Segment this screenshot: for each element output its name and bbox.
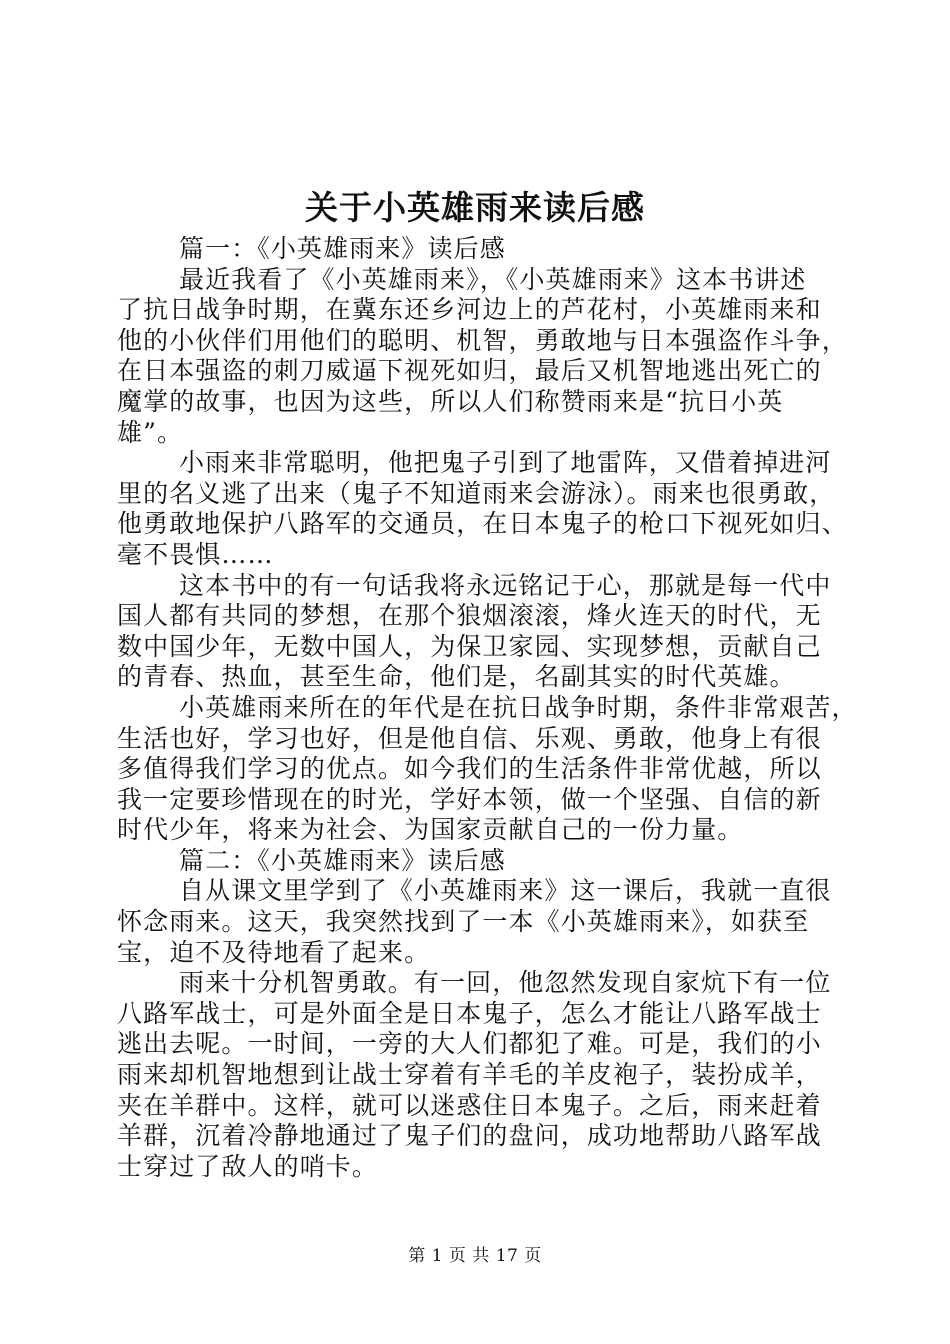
text-line: 里的名义逃了出来（鬼子不知道雨来会游泳）。雨来也很勇敢，	[117, 478, 836, 508]
text-line: 了抗日战争时期，在冀东还乡河边上的芦花村，小英雄雨来和	[117, 295, 822, 325]
text-line: 他勇敢地保护八路军的交通员，在日本鬼子的枪口下视死如归、	[117, 509, 848, 539]
text-line: 数中国少年，无数中国人，为保卫家园、实现梦想，贡献自己	[117, 631, 822, 661]
text-line: 这本书中的有一句话我将永远铭记于心，那就是每一代中	[179, 570, 832, 600]
text-line: 生活也好，学习也好，但是他自信、乐观、勇敢，他身上有很	[117, 723, 822, 753]
text-line: 他的小伙伴们用他们的聪明、机智，勇敢地与日本强盗作斗争，	[117, 325, 848, 355]
text-line: 八路军战士，可是外面全是日本鬼子，怎么才能让八路军战士	[117, 998, 822, 1028]
text-line: 最近我看了《小英雄雨来》，《小英雄雨来》这本书讲述	[179, 264, 807, 294]
text-line: 宝，迫不及待地看了起来。	[117, 937, 431, 967]
document-title: 关于小英雄雨来读后感	[305, 188, 645, 227]
text-line: 羊群，沉着冷静地通过了鬼子们的盘问，成功地帮助八路军战	[117, 1121, 822, 1151]
text-line: 多值得我们学习的优点。如今我们的生活条件非常优越，所以	[117, 754, 822, 784]
text-line: 士穿过了敌人的哨卡。	[117, 1151, 379, 1181]
text-line: 毫不畏惧……	[117, 539, 274, 569]
document-body	[117, 234, 858, 1182]
text-line: 篇二：《小英雄雨来》读后感	[179, 845, 506, 875]
page-footer: 第 1 页 共 17 页	[408, 1246, 542, 1266]
text-line: 怀念雨来。这天，我突然找到了一本《小英雄雨来》，如获至	[117, 907, 810, 937]
text-line: 在日本强盗的刺刀威逼下视死如归，最后又机智地逃出死亡的	[117, 356, 822, 386]
text-line: 雨来十分机智勇敢。有一回，他忽然发现自家炕下有一位	[179, 968, 832, 998]
text-line: 夹在羊群中。这样，就可以迷惑住日本鬼子。之后，雨来赶着	[117, 1090, 822, 1120]
text-line: 的青春、热血，甚至生命，他们是，名副其实的时代英雄。	[117, 662, 796, 692]
text-line: 自从课文里学到了《小英雄雨来》这一课后，我就一直很	[179, 876, 832, 906]
text-line: 雄”。	[117, 417, 184, 447]
text-line: 国人都有共同的梦想，在那个狼烟滚滚，烽火连天的时代，无	[117, 601, 822, 631]
text-line: 时代少年，将来为社会、为国家贡献自己的一份力量。	[117, 815, 744, 845]
text-line: 魔掌的故事，也因为这些，所以人们称赞雨来是“抗日小英	[117, 386, 784, 416]
text-line: 小雨来非常聪明，他把鬼子引到了地雷阵，又借着掉进河	[179, 448, 832, 478]
text-line: 我一定要珍惜现在的时光，学好本领，做一个坚强、自信的新	[117, 784, 822, 814]
text-line: 篇一：《小英雄雨来》读后感	[179, 234, 506, 263]
text-line: 逃出去呢。一时间，一旁的大人们都犯了难。可是，我们的小	[117, 1029, 822, 1059]
text-line: 小英雄雨来所在的年代是在抗日战争时期，条件非常艰苦，	[179, 692, 858, 722]
text-line: 雨来却机智地想到让战士穿着有羊毛的羊皮袍子，装扮成羊，	[117, 1060, 822, 1090]
